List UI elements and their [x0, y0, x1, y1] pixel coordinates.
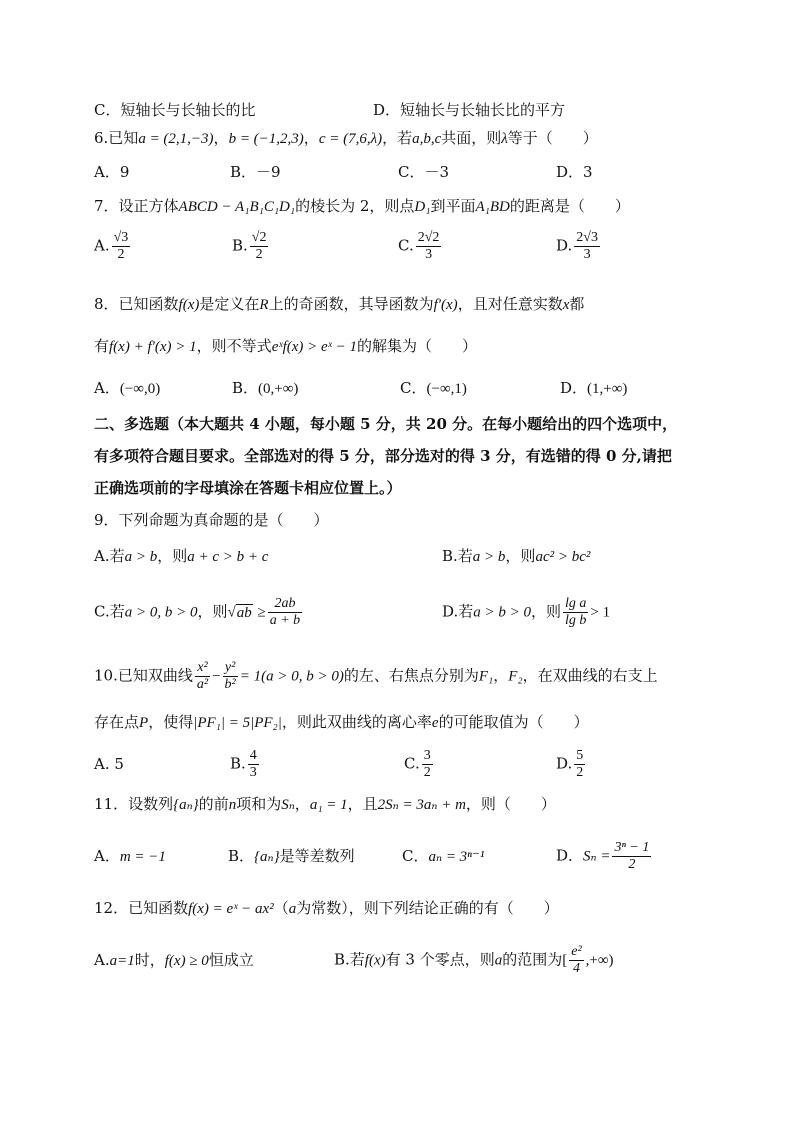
- q12-stem: 12．已知函数f(x) = eˣ − ax²（a为常数），则下列结论正确的有（ ）: [94, 899, 559, 917]
- q9-option-a: A.若a > b，则a + c > b + c: [94, 547, 269, 565]
- q10-option-d: D. $\frac{5}{2}$: [556, 748, 584, 780]
- vector-a: a = (2,1,−3): [138, 131, 214, 147]
- q9-stem: 9．下列命题为真命题的是（ ）: [94, 511, 329, 529]
- section2-instructions-line2: 有多项符合题目要求。全部选对的得 5 分，部分选对的得 3 分，有选错的得 0 分,请把: [94, 447, 672, 465]
- q7-option-d: D. $\frac{2√3}{3}$: [556, 230, 598, 262]
- q10-stem-line2: 存在点P，使得|PF₁| = 5|PF₂|，则此双曲线的离心率e的可能取值为（ ）: [94, 713, 589, 731]
- q11-option-c: C．aₙ = 3ⁿ⁻¹: [402, 847, 485, 865]
- q5-option-c: C．短轴长与长轴长的比: [94, 101, 256, 119]
- q6-option-d: D．3: [556, 163, 593, 181]
- q8-stem-line2: 有f(x) + f′(x) > 1，则不等式eˣf(x) > eˣ − 1的解集为（ ）: [94, 337, 478, 355]
- q9-option-c: C.若a > 0, b > 0，则√ab ≥ $\frac{2ab}{a + b}$: [94, 596, 301, 628]
- section2-heading: 二、多选题（本大题共 4 小题，每小题 5 分，共 20 分。在每小题给出的四个选项中，: [94, 415, 678, 433]
- q8-option-b: B．(0,+∞): [232, 379, 299, 397]
- q6-option-b: B．－9: [230, 163, 281, 181]
- q7-option-b: B. $\frac{√2}{2}$: [232, 230, 267, 262]
- vector-c: c = (7,6,λ): [318, 131, 383, 147]
- q6-option-c: C．－3: [398, 163, 450, 181]
- q10-stem-line1: 10.已知双曲线 $\frac{\text{x²}}{\text{a²}}$ − $\frac{\text{y²}}{\text{b²}}$ = 1(a > 0, b > 0)的左、右焦点分别为F₁，F₂，在双曲线的右支上: [94, 660, 658, 692]
- q7-option-c: C. $\frac{2√2}{3}$: [398, 230, 440, 262]
- q11-option-a: A．m = −1: [94, 847, 166, 865]
- q8-option-a: A．(−∞,0): [94, 379, 161, 397]
- q9-option-d: D.若a > b > 0，则 $\frac{\text{lg a}}{\text{lg b}}$ > 1: [442, 596, 611, 628]
- q7-stem: 7．设正方体ABCD − A₁B₁C₁D₁的棱长为 2，则点D₁到平面A₁BD的距离是（ ）: [94, 197, 630, 215]
- q8-option-d: D．(1,+∞): [560, 379, 628, 397]
- q12-option-b: B.若f(x)有 3 个零点，则a的范围为[ $\frac{\text{e²}}{4}$ ,+∞): [334, 944, 614, 976]
- q10-option-c: C. $\frac{3}{2}$: [404, 748, 431, 780]
- q9-option-b: B.若a > b，则ac² > bc²: [442, 547, 591, 565]
- q7-option-a: A. $\frac{√3}{2}$: [94, 230, 129, 262]
- q8-option-c: C．(−∞,1): [400, 379, 467, 397]
- q11-option-d: D．Sₙ = $\frac{\text{3ⁿ − 1}}{2}$: [556, 840, 650, 872]
- q6-stem: 6.已知a = (2,1,−3)，b = (−1,2,3)，c = (7,6,λ)，若a,b,c共面，则λ等于（ ）: [94, 129, 598, 147]
- q11-stem: 11．设数列{aₙ}的前n项和为Sₙ，a₁ = 1，且2Sₙ = 3aₙ + m，则（ ）: [94, 795, 556, 813]
- q5-option-d: D．短轴长与长轴长比的平方: [373, 101, 566, 119]
- q10-option-a: A. 5: [94, 755, 124, 773]
- q8-stem-line1: 8．已知函数f(x)是定义在R上的奇函数，其导函数为f′(x)，且对任意实数x都: [94, 295, 585, 313]
- q11-option-b: B．{aₙ}是等差数列: [228, 847, 355, 865]
- q6-option-a: A．9: [94, 163, 130, 181]
- vector-b: b = (−1,2,3): [228, 131, 304, 147]
- section2-instructions-line3: 正确选项前的字母填涂在答题卡相应位置上。）: [94, 479, 402, 497]
- q12-option-a: A.a=1时，f(x) ≥ 0恒成立: [94, 951, 254, 969]
- q10-option-b: B. $\frac{4}{3}$: [230, 748, 257, 780]
